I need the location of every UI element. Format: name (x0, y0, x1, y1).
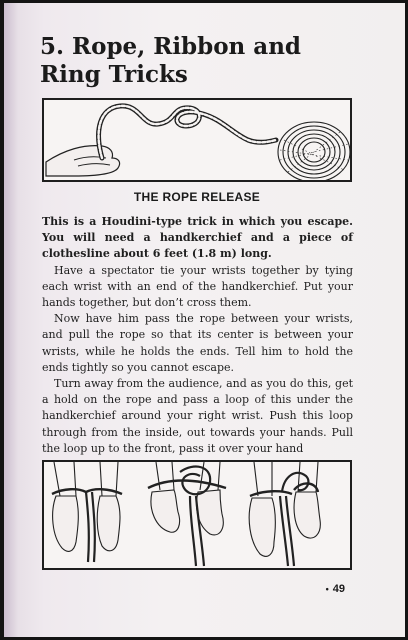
wrist-release-sequence-illustration (42, 460, 352, 570)
rope-strand (99, 106, 276, 158)
bullet-icon: • (325, 584, 329, 594)
page-gutter-shadow (4, 3, 18, 637)
chapter-title-line-1: 5. Rope, Ribbon and (40, 33, 301, 60)
body-text (42, 214, 353, 457)
paragraph-intro: This is a Houdini-type trick in which you escape. You will need a handkerchief and a piece of clothesline about 6 feet (1.8 m) long. (42, 215, 353, 261)
chapter-title-line-2: Ring Tricks (40, 61, 188, 88)
book-page (4, 3, 405, 637)
rope-coil-illustration (42, 98, 352, 182)
page-number (326, 583, 345, 595)
wrist-release-drawing (44, 462, 350, 568)
panel-3-hands (249, 462, 320, 566)
paragraph-turn-away: Turn away from the audience, and as you do this, get a hold on the rope and pass a loop of this under the handkerchief around your right wrist. Push this loop through from the inside, out towards your hands. Pull the loop up to the front, pass it over your hand (42, 377, 353, 455)
rope-coil (278, 122, 350, 180)
panel-2-hands (148, 462, 226, 566)
paragraph-tie-wrists: Have a spectator tie your wrists together by tying each wrist with an end of the handkerchief. Put your hands together, but don’t cross them. (42, 263, 353, 310)
panel-1-hands (52, 462, 122, 562)
section-heading: THE ROPE RELEASE (133, 190, 261, 204)
page-number-value: 49 (332, 583, 345, 595)
chapter-title (40, 33, 370, 89)
paragraph-pass-rope: Now have him pass the rope between your wrists, and pull the rope so that its center is between your wrists, while he holds the ends. Tell him to hold the ends tightly so you cannot escape. (42, 312, 353, 374)
rope-coil-drawing (44, 100, 350, 180)
hand-shape (46, 146, 120, 176)
